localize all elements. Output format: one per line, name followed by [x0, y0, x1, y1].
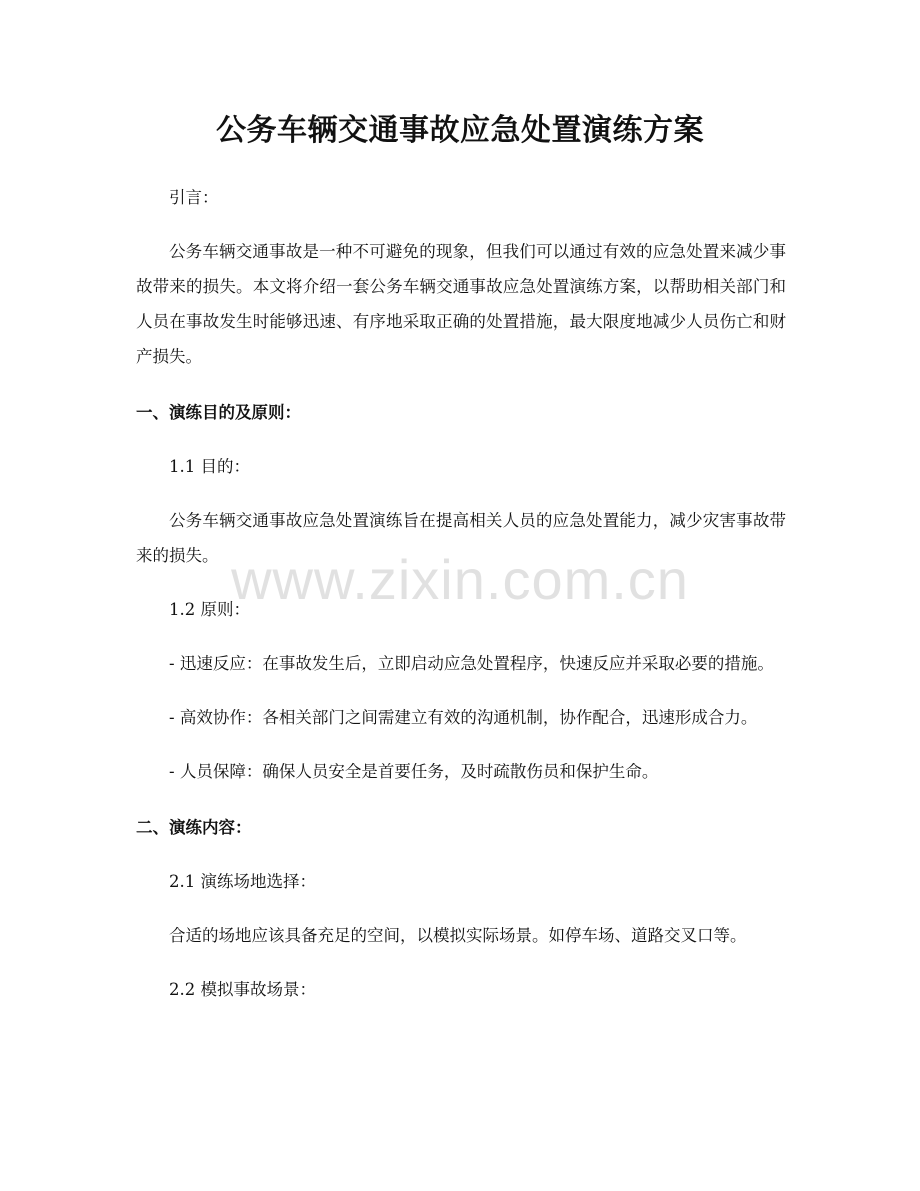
principle-item: - 迅速反应：在事故发生后，立即启动应急处置程序，快速反应并采取必要的措施。: [169, 654, 774, 673]
section-1-heading: 一、演练目的及原则：: [136, 403, 301, 422]
document-body: [136, 180, 786, 1007]
document-title: 公务车辆交通事故应急处置演练方案: [216, 113, 704, 148]
section-2-1-label: 2.1 演练场地选择：: [169, 872, 316, 891]
section-1-2-label: 1.2 原则：: [169, 600, 250, 619]
principle-item: - 人员保障：确保人员安全是首要任务，及时疏散伤员和保护生命。: [169, 762, 659, 781]
intro-label: 引言：: [169, 188, 219, 207]
watermark: www.zixin.com.cn: [231, 548, 689, 611]
section-1-1-label: 1.1 目的：: [169, 457, 250, 476]
section-2-heading: 二、演练内容：: [136, 818, 252, 837]
intro-paragraph: 公务车辆交通事故是一种不可避免的现象，但我们可以通过有效的应急处置来减少事故带来的损失。本文将介绍一套公务车辆交通事故应急处置演练方案，以帮助相关部门和人员在事故发生时能够迅速、有序地采取正确的处置措施，最大限度地减少人员伤亡和财产损失。: [136, 242, 786, 366]
section-1-1-text: 公务车辆交通事故应急处置演练旨在提高相关人员的应急处置能力，减少灾害事故带来的损失。: [136, 511, 786, 565]
principle-item: - 高效协作：各相关部门之间需建立有效的沟通机制，协作配合，迅速形成合力。: [169, 708, 758, 727]
section-2-1-text: 合适的场地应该具备充足的空间，以模拟实际场景。如停车场、道路交叉口等。: [169, 926, 747, 945]
section-2-2-label: 2.2 模拟事故场景：: [169, 980, 316, 999]
